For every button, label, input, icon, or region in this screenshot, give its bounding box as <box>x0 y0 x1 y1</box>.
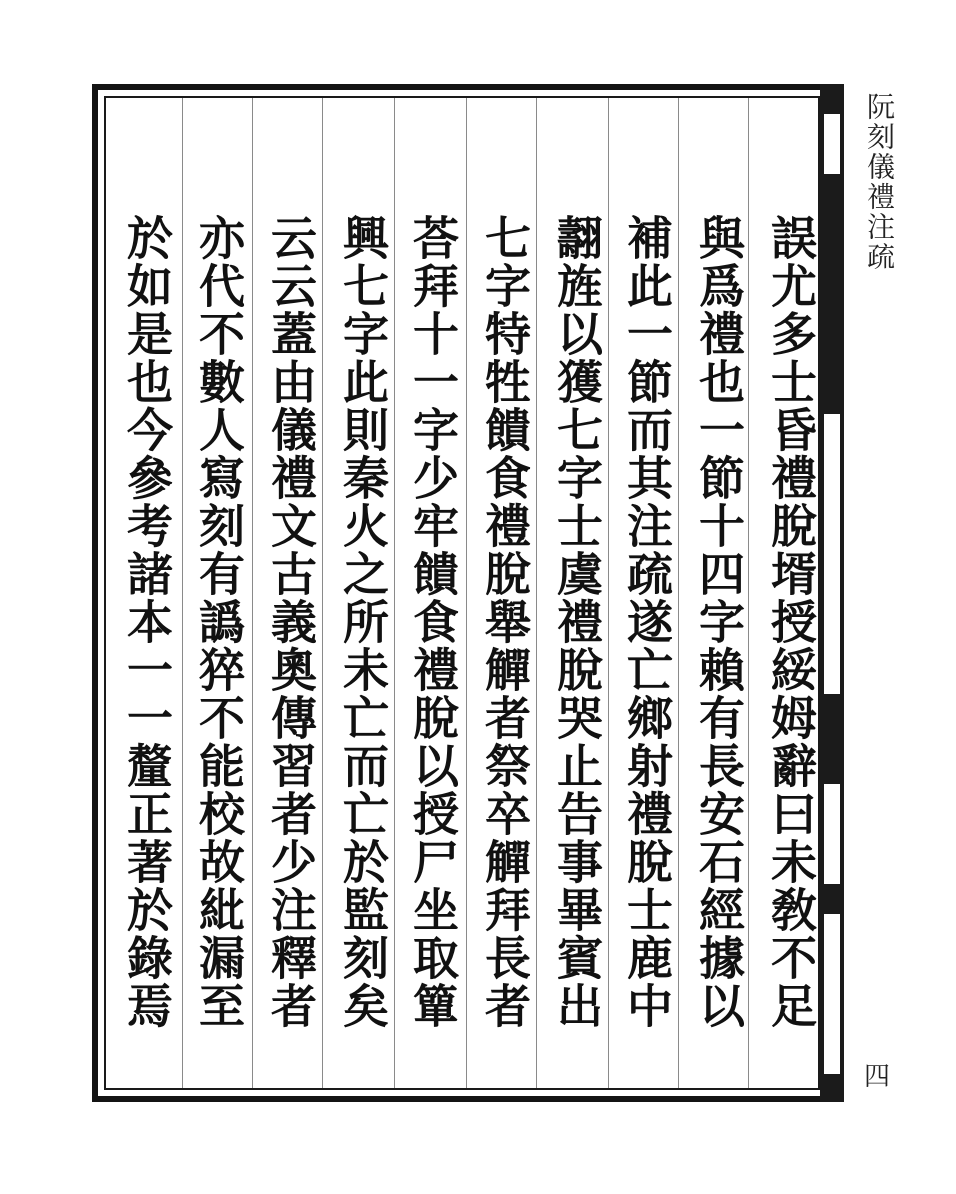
margin-gap <box>824 784 840 884</box>
column-rule <box>678 98 679 1088</box>
fish-tail-margin <box>820 84 844 1102</box>
column-rule <box>182 98 183 1088</box>
column-rule <box>394 98 395 1088</box>
column-rule <box>608 98 609 1088</box>
page-number: 四 <box>863 1062 890 1092</box>
book-title: 阮刻儀禮注疏 <box>863 92 896 272</box>
text-column-5: 七字特牲饋食禮脫舉觶者祭卒觶拜長者 <box>478 214 532 1030</box>
margin-gap <box>824 114 840 174</box>
column-rule <box>466 98 467 1088</box>
margin-gap <box>824 414 840 694</box>
text-column-4: 翿旌以獲七字士虞禮脫哭止告事畢賓出 <box>550 214 604 1030</box>
column-rule <box>252 98 253 1088</box>
text-column-10: 於如是也今參考諸本一一釐正著於錄焉 <box>120 214 174 1030</box>
text-column-6: 荅拜十一字少牢饋食禮脫以授尸坐取簞 <box>406 214 460 1030</box>
column-rule <box>748 98 749 1088</box>
margin-gap <box>824 914 840 1074</box>
text-column-8: 云云蓋由儀禮文古義奧傳習者少注釋者 <box>264 214 318 1030</box>
text-column-1: 誤尤多士昏禮脫壻授綏姆辭曰未敎不足 <box>764 214 818 1030</box>
text-column-7: 興七字此則秦火之所未亡而亡於監刻矣 <box>336 214 390 1030</box>
text-column-3: 補此一節而其注疏遂亡鄉射禮脫士鹿中 <box>620 214 674 1030</box>
column-rule <box>322 98 323 1088</box>
text-column-9: 亦代不數人寫刻有譌猝不能校故紕漏至 <box>192 214 246 1030</box>
column-rule <box>536 98 537 1088</box>
text-column-2: 與爲禮也一節十四字賴有長安石經據以 <box>692 214 746 1030</box>
